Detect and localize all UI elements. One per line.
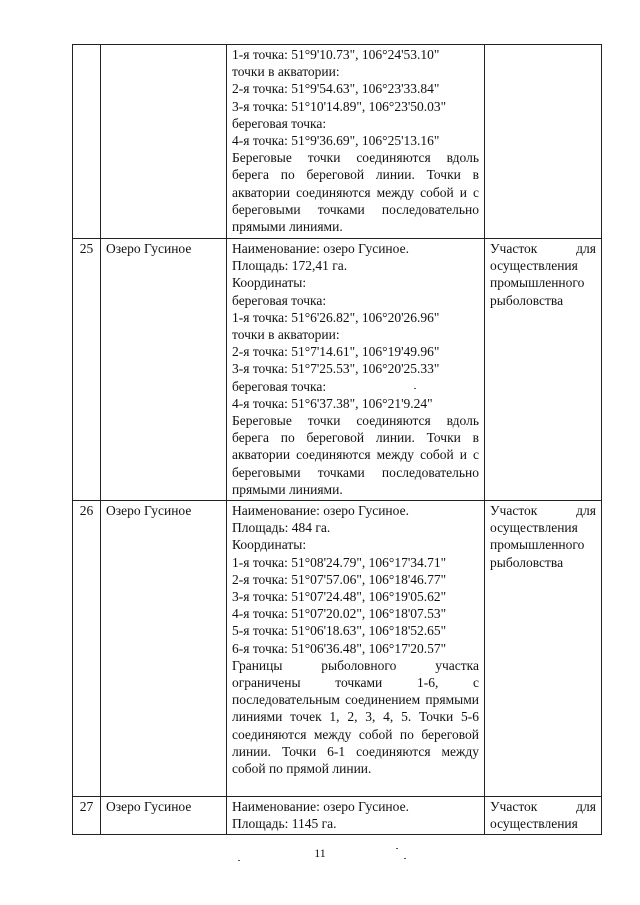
description-line: точки в акватории:	[232, 327, 340, 343]
description-line: Координаты:	[232, 537, 307, 553]
description-paragraph: Границы рыболовного участка ограничены точками 1-6, с последовательным соединением прямыми линиями точек 1, 2, 3, 4, 5. Точки 5-6 соединяются между собой по береговой линии. Точки 6-1 соединяются между собой по прямой линии.	[232, 657, 479, 777]
description-line: 2-я точка: 51°7'14.61", 106°19'49.96"	[232, 344, 440, 360]
description-line: 1-я точка: 51°08'24.79", 106°17'34.71"	[232, 554, 447, 570]
description-line: 1-я точка: 51°9'10.73", 106°24'53.10"	[232, 47, 440, 62]
area-description	[227, 239, 485, 501]
table-row	[73, 501, 602, 797]
area-name: Озеро Гусиное	[101, 501, 227, 797]
description-line: 4-я точка: 51°9'36.69", 106°25'13.16"	[232, 133, 440, 149]
area-purpose	[485, 45, 602, 239]
area-description	[227, 797, 485, 835]
description-line: Наименование: озеро Гусиное.	[232, 241, 409, 256]
description-paragraph: Береговые точки соединяются вдоль берега по береговой линии. Точки в акватории соединяются между собой и с береговыми точками последовательно прямыми линиями.	[232, 150, 479, 235]
row-number	[73, 45, 101, 239]
description-line: 2-я точка: 51°9'54.63", 106°23'33.84"	[232, 81, 440, 97]
table-row	[73, 797, 602, 835]
area-name: Озеро Гусиное	[101, 797, 227, 835]
description-line: Площадь: 1145 га.	[232, 816, 337, 832]
area-name	[101, 45, 227, 239]
description-line: Наименование: озеро Гусиное.	[232, 799, 409, 815]
description-line: 2-я точка: 51°07'57.06", 106°18'46.77"	[232, 571, 447, 587]
area-name: Озеро Гусиное	[101, 239, 227, 501]
area-purpose: Участок для осуществления промышленного рыболовства	[485, 501, 602, 797]
description-line: 4-я точка: 51°6'37.38", 106°21'9.24"	[232, 395, 433, 411]
table-row	[73, 239, 602, 501]
description-line: береговая точка:	[232, 378, 327, 394]
description-line: Площадь: 484 га.	[232, 520, 331, 536]
row-number: 27	[73, 797, 101, 835]
row-number: 26	[73, 501, 101, 797]
area-description	[227, 45, 485, 239]
scan-speck	[404, 858, 406, 859]
description-line: 5-я точка: 51°06'18.63", 106°18'52.65"	[232, 623, 447, 639]
fishing-areas-table	[72, 44, 602, 835]
table-body	[73, 45, 602, 835]
description-line: Координаты:	[232, 275, 307, 291]
row-number: 25	[73, 239, 101, 501]
area-purpose: Участок для осуществления	[485, 797, 602, 835]
description-line: Наименование: озеро Гусиное.	[232, 503, 409, 519]
scan-speck	[414, 388, 416, 389]
scan-speck	[396, 848, 398, 849]
area-description	[227, 501, 485, 797]
description-line: 1-я точка: 51°6'26.82", 106°20'26.96"	[232, 309, 440, 325]
description-line: береговая точка:	[232, 292, 327, 308]
description-line: 3-я точка: 51°07'24.48", 106°19'05.62"	[232, 589, 447, 605]
description-line: 3-я точка: 51°10'14.89", 106°23'50.03"	[232, 98, 447, 114]
description-line: 6-я точка: 51°06'36.48", 106°17'20.57"	[232, 640, 447, 656]
table-row	[73, 45, 602, 239]
description-line: Площадь: 172,41 га.	[232, 258, 348, 274]
description-line: береговая точка:	[232, 115, 327, 131]
description-paragraph: Береговые точки соединяются вдоль берега по береговой линии. Точки в акватории соединяются между собой и с береговыми точками последовательно прямыми линиями.	[232, 413, 479, 497]
description-line: 3-я точка: 51°7'25.53", 106°20'25.33"	[232, 361, 440, 377]
page-number: 11	[314, 846, 326, 860]
area-purpose: Участок для осуществления промышленного рыболовства	[485, 239, 602, 501]
description-line: точки в акватории:	[232, 64, 340, 80]
scan-speck	[238, 860, 240, 861]
description-line: 4-я точка: 51°07'20.02", 106°18'07.53"	[232, 606, 447, 622]
